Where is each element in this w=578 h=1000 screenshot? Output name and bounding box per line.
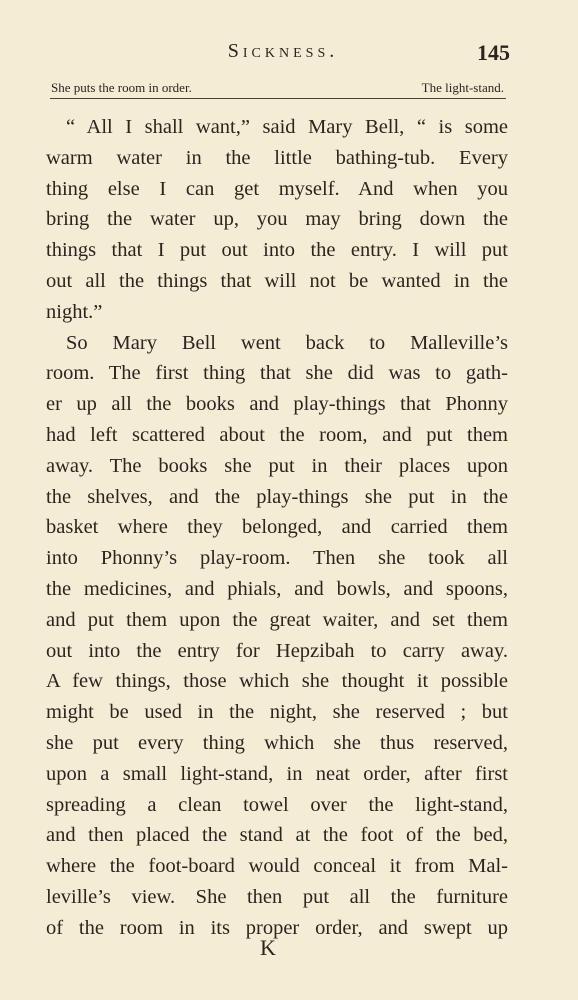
text-line: “ All I shall want,” said Mary Bell, “ is some xyxy=(66,116,508,138)
marginal-note-right: The light-stand. xyxy=(421,80,504,95)
running-head xyxy=(56,40,510,70)
text-line: where the foot-board would conceal it from Mal- xyxy=(46,855,508,878)
text-line: the shelves, and the play-things she put in the xyxy=(46,485,508,508)
text-line: had left scattered about the room, and put them xyxy=(46,423,508,446)
text-line: the medicines, and phials, and bowls, and spoons, xyxy=(46,577,508,600)
text-line: warm water in the little bathing-tub. Every xyxy=(46,146,508,169)
text-line: and put them upon the great waiter, and set them xyxy=(46,608,508,631)
text-line: er up all the books and play-things that Phonny xyxy=(46,393,508,416)
running-title: Sickness. xyxy=(227,40,339,62)
text-line: things that I put out into the entry. I will put xyxy=(46,239,508,262)
text-line: she put every thing which she thus reserved, xyxy=(46,731,508,754)
body-text xyxy=(46,112,508,944)
text-line: night.” xyxy=(46,300,103,323)
text-line: might be used in the night, she reserved ; but xyxy=(46,701,508,724)
page-number: 145 xyxy=(477,40,510,65)
text-line: thing else I can get myself. And when you xyxy=(46,177,508,200)
text-line: So Mary Bell went back to Malleville’s xyxy=(66,331,508,354)
marginal-note-left: She puts the room in order. xyxy=(51,80,192,95)
text-line: upon a small light-stand, in neat order, after first xyxy=(46,762,508,785)
text-line: away. The books she put in their places upon xyxy=(46,454,508,477)
text-line: bring the water up, you may bring down the xyxy=(46,208,508,231)
text-line: spreading a clean towel over the light-stand, xyxy=(46,793,508,816)
text-line: room. The first thing that she did was to gath- xyxy=(46,362,508,385)
text-line: A few things, those which she thought it possible xyxy=(46,670,508,693)
text-line: out into the entry for Hepzibah to carry away. xyxy=(46,639,508,662)
signature-mark: K xyxy=(260,935,276,960)
marginal-notes xyxy=(51,80,504,96)
text-line: out all the things that will not be wanted in the xyxy=(46,269,508,292)
text-line: basket where they belonged, and carried them xyxy=(46,516,508,539)
text-line: leville’s view. She then put all the furniture xyxy=(46,885,508,908)
text-line: and then placed the stand at the foot of the bed, xyxy=(46,824,508,847)
text-line: of the room in its proper order, and swept up xyxy=(46,916,508,939)
text-line: into Phonny’s play-room. Then she took all xyxy=(46,547,508,570)
header-rule xyxy=(50,98,506,99)
